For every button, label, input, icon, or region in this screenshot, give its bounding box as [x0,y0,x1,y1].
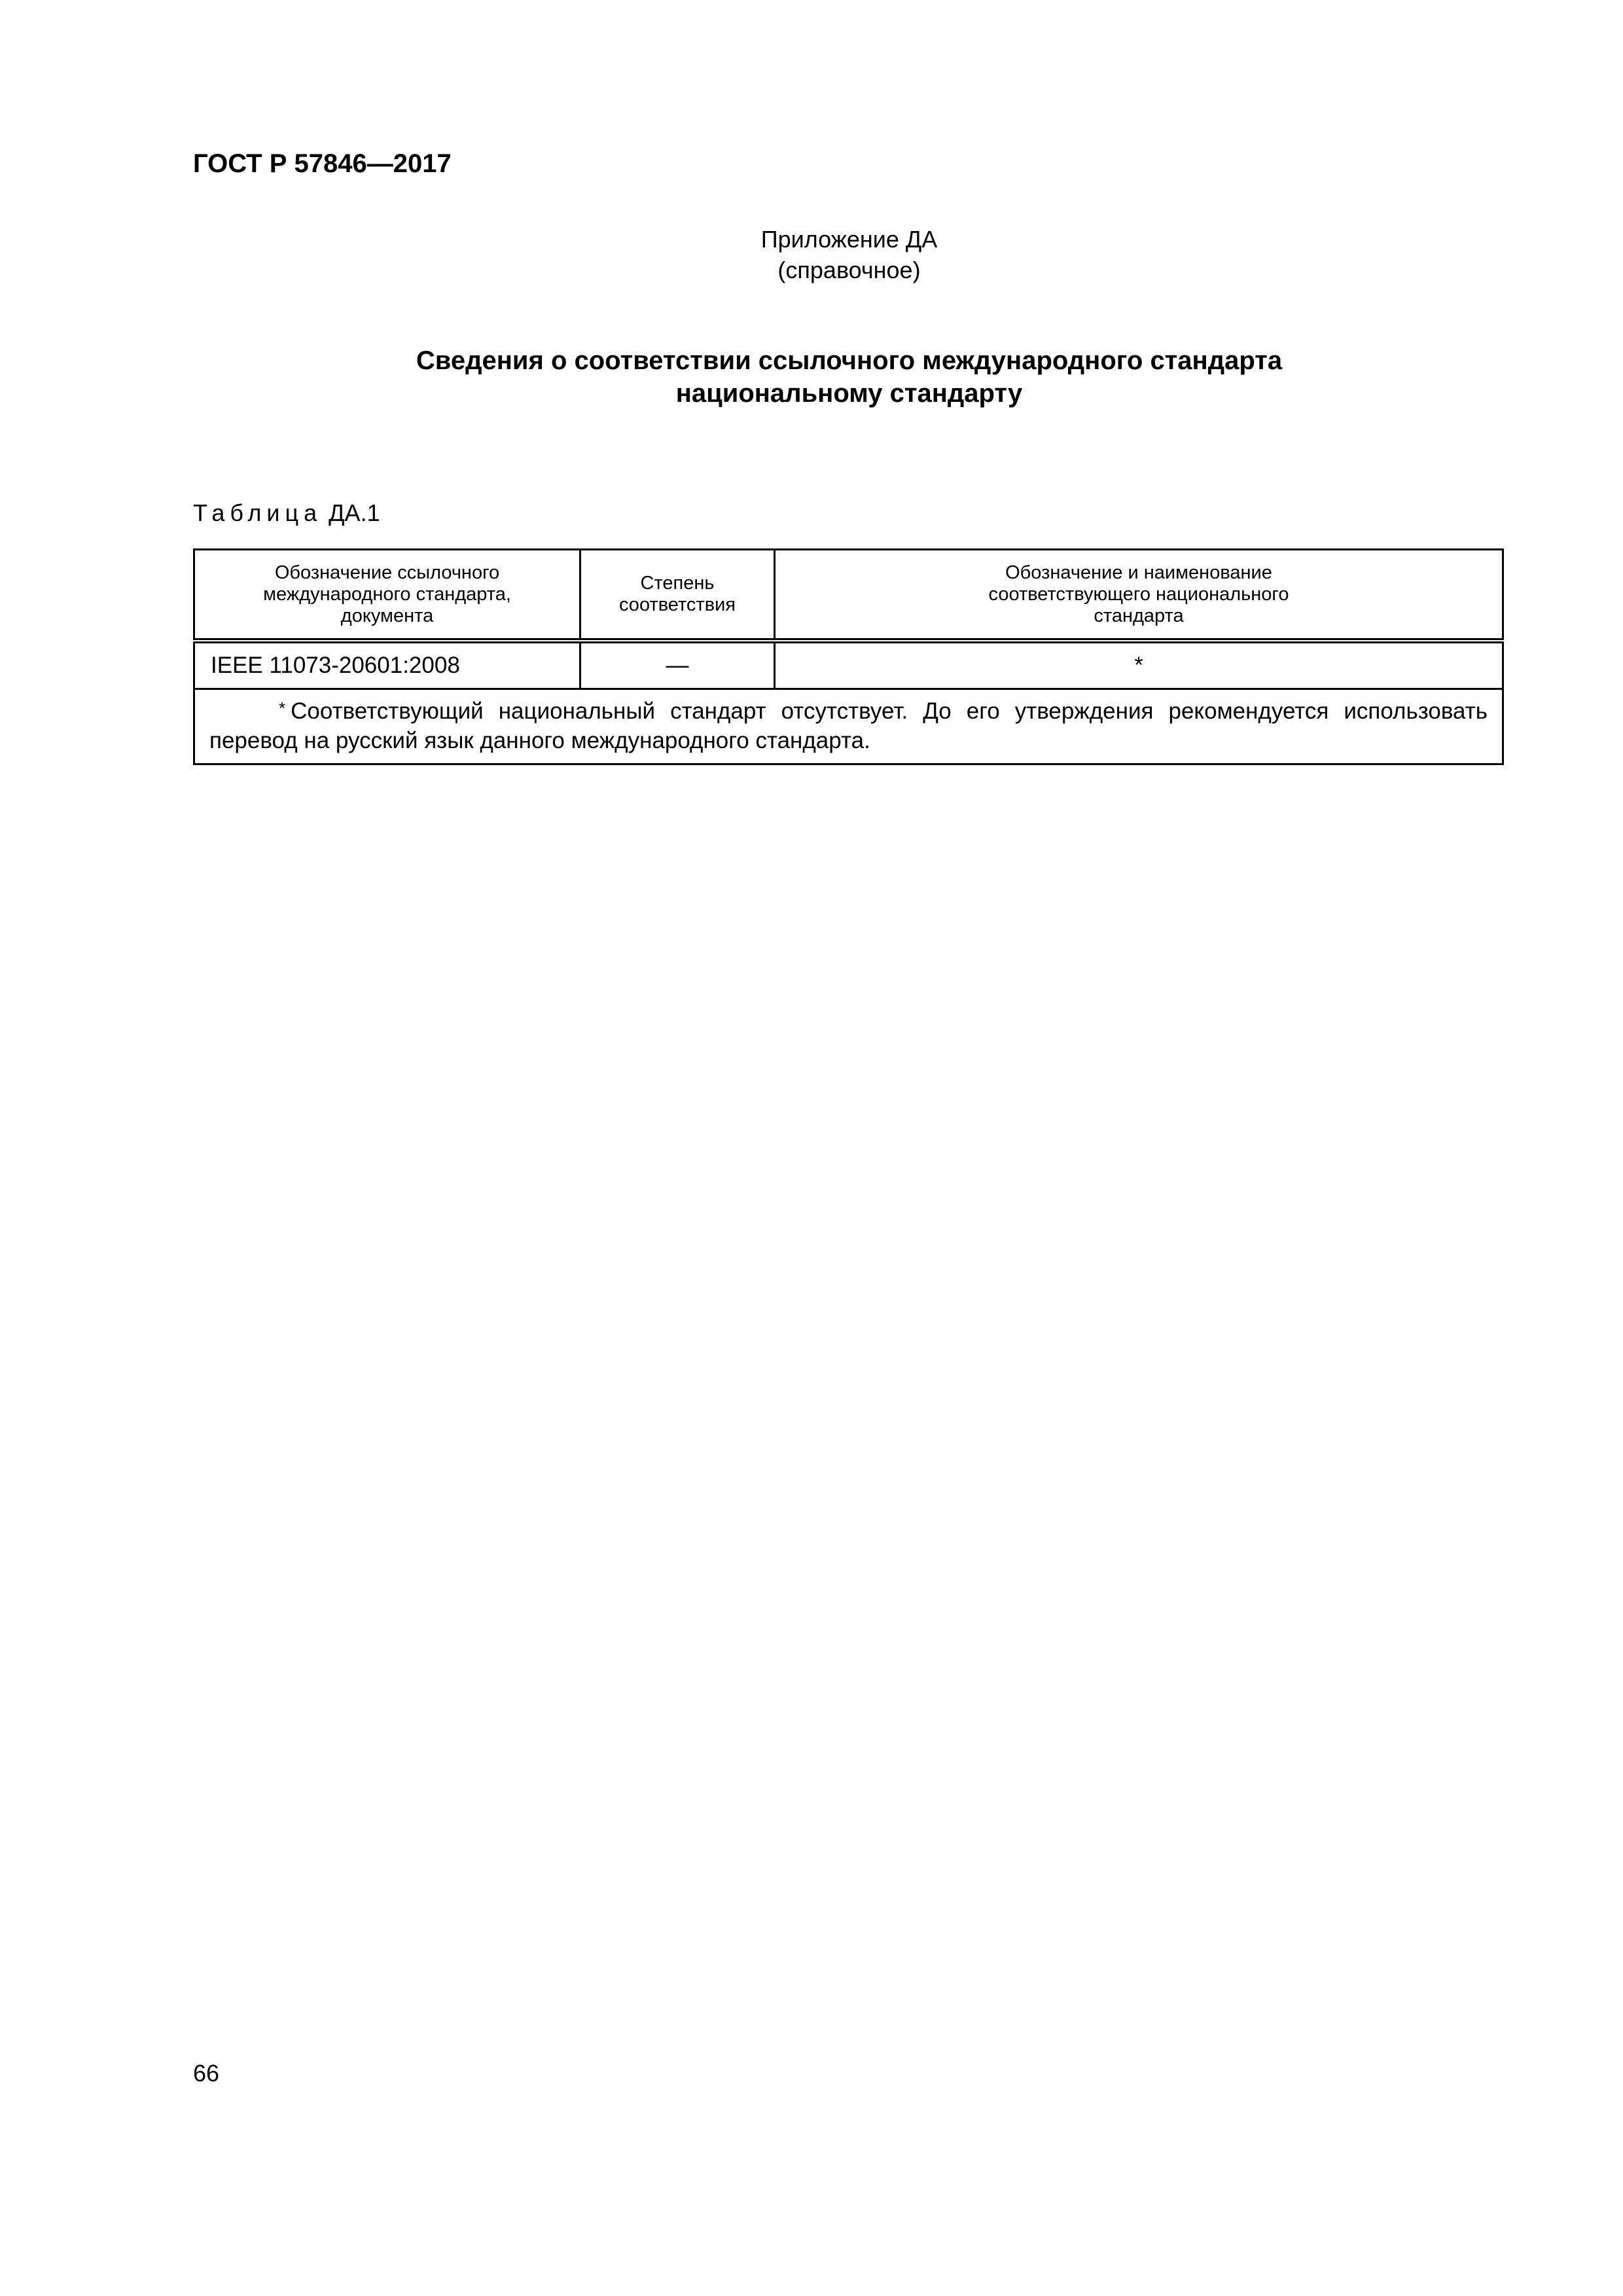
table-row [194,641,1503,689]
appendix-kind: (справочное) [777,257,921,283]
table-caption-number: ДА.1 [329,499,380,526]
page-number: 66 [193,2060,220,2087]
correspondence-table [193,548,1504,765]
footnote-text: Соответствующий национальный стандарт отсутствует. До его утверждения рекомендуется использовать перевод на русский язык данного международного стандарта. [209,698,1488,753]
table-caption [193,499,380,528]
column-header-national: Обозначение и наименование соответствующего национального стандарта [775,550,1503,641]
table-footnote [194,689,1503,764]
appendix-title: Приложение ДА [760,226,938,253]
cell-degree: — [580,641,775,689]
table-header-row [194,550,1503,641]
table-footnote-row [194,689,1503,764]
column-header-degree: Степень соответствия [580,550,775,641]
footnote-mark: * [279,698,286,718]
main-title-line-2: национальному стандарту [675,379,1023,408]
cell-national: * [775,641,1503,689]
main-title-line-1: Сведения о соответствии ссылочного международного стандарта [416,346,1283,375]
table-caption-word: Таблица [193,499,323,526]
cell-designation: IEEE 11073-20601:2008 [194,641,580,689]
document-code: ГОСТ Р 57846—2017 [193,149,452,178]
column-header-designation: Обозначение ссылочного международного стандарта, документа [194,550,580,641]
